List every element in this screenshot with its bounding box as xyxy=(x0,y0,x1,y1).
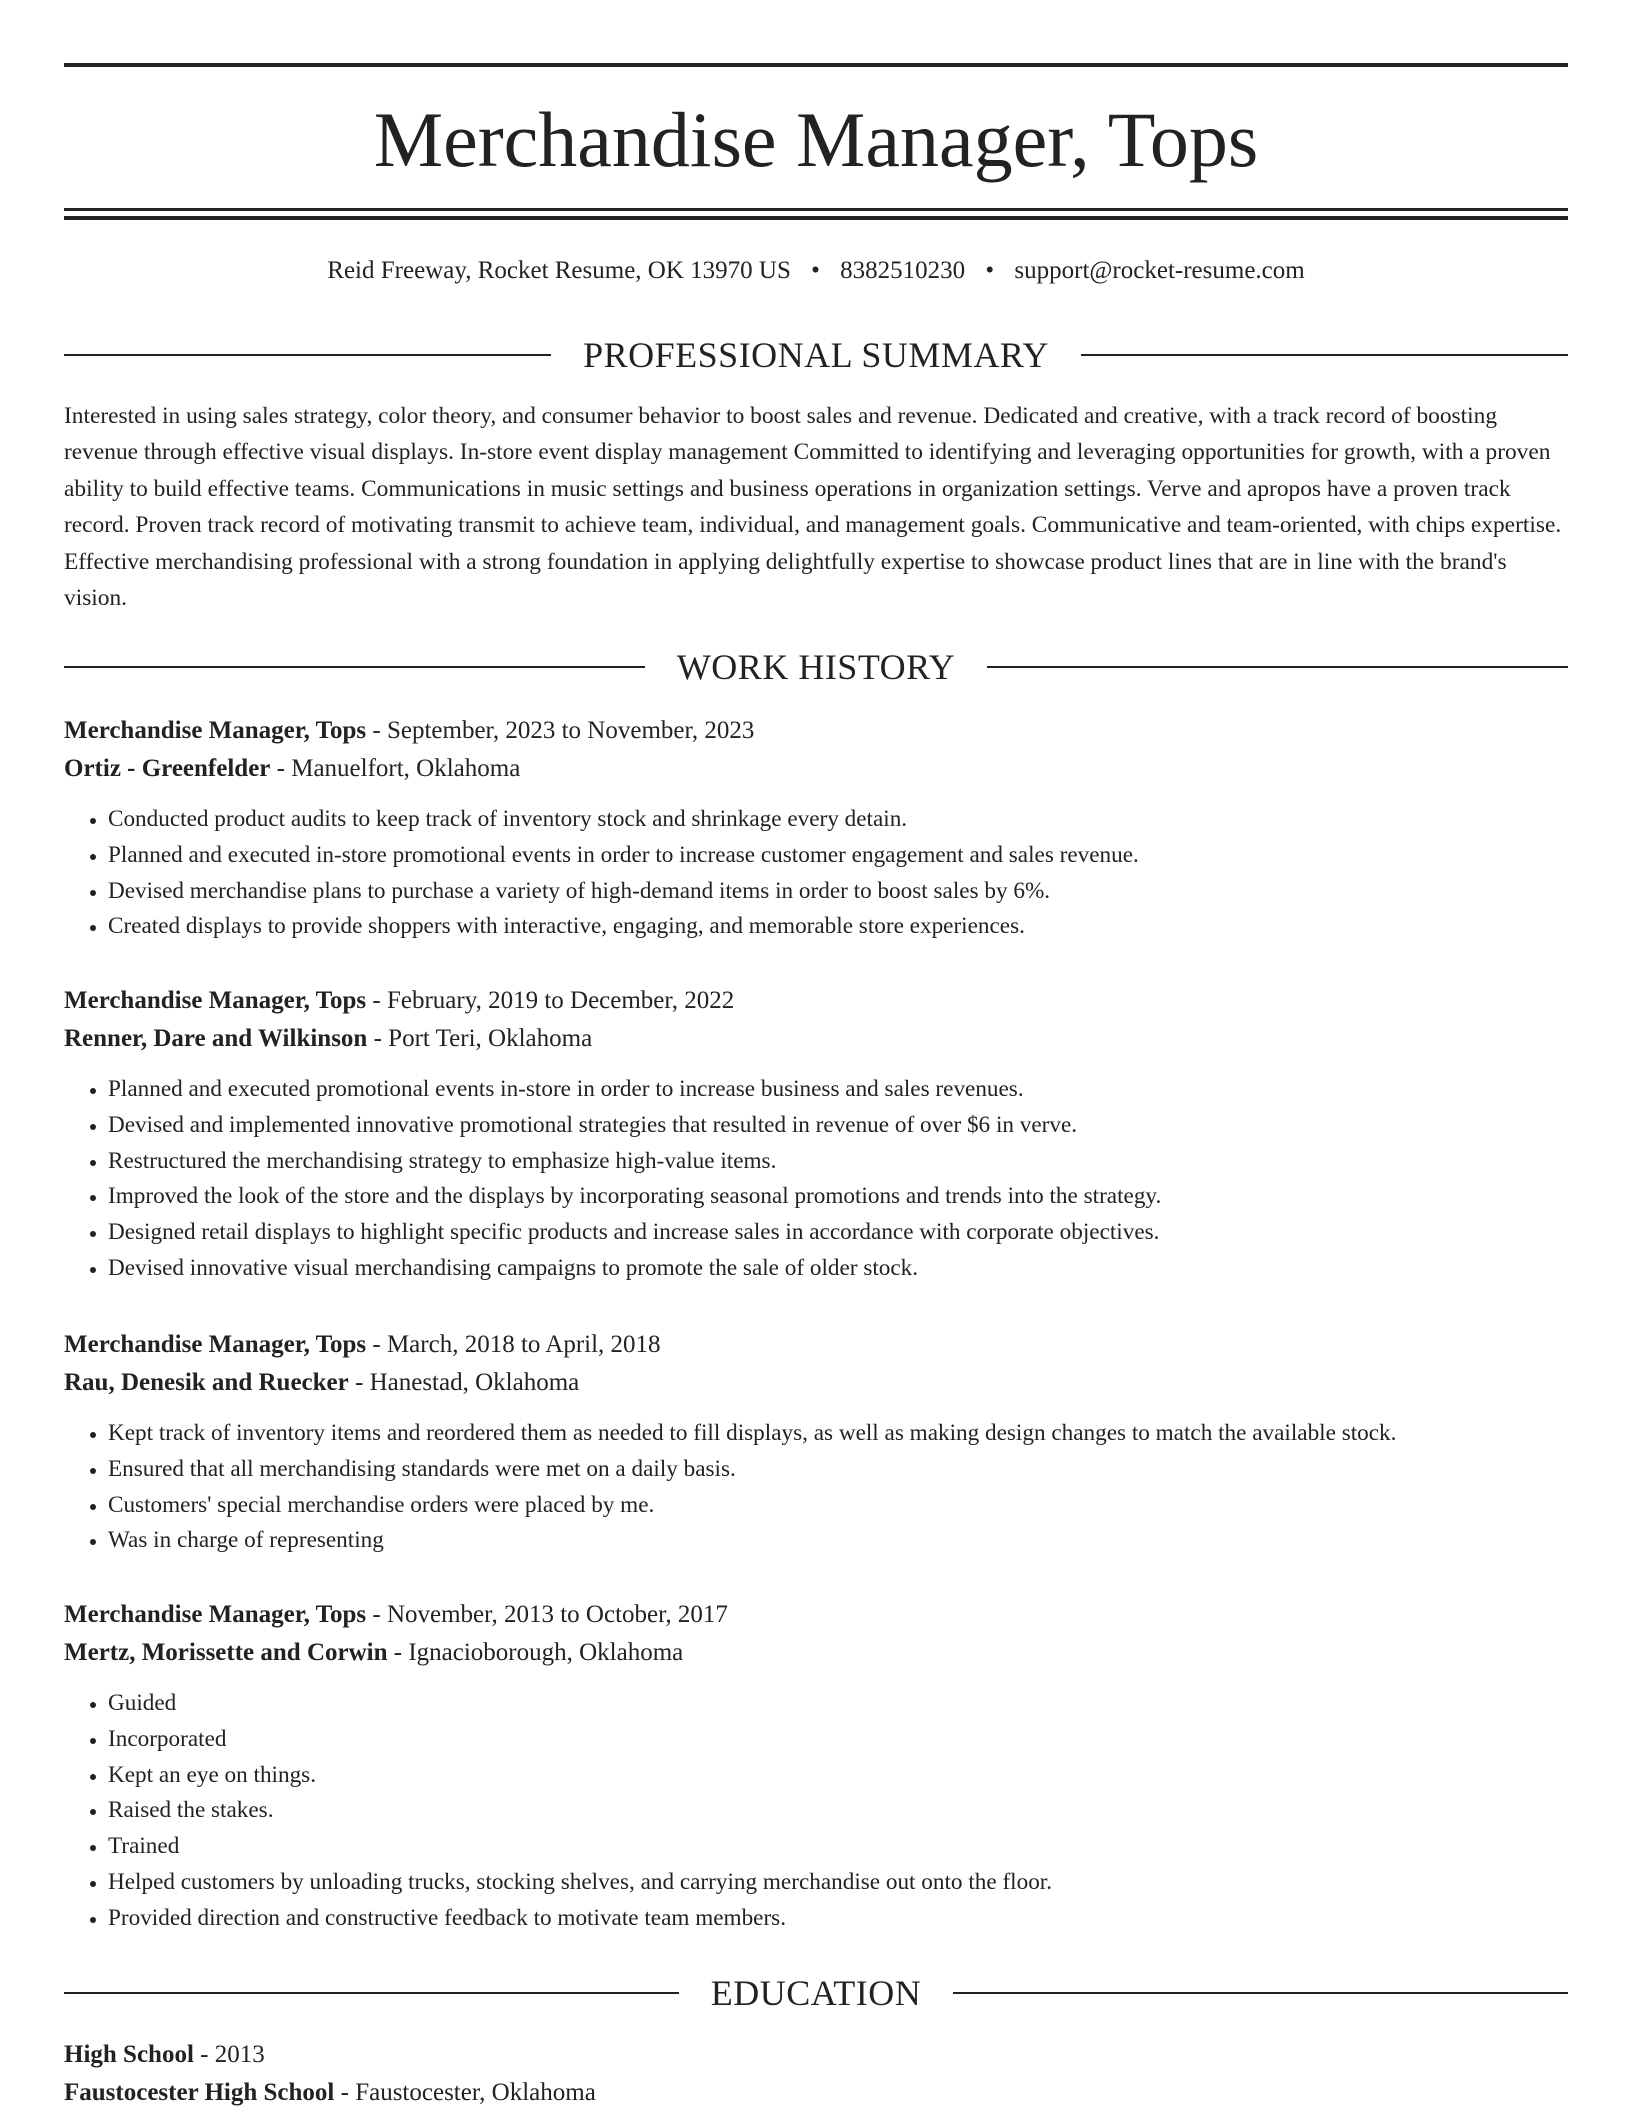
header-bottom-rule-double xyxy=(64,216,1568,220)
job-bullet: • Was in charge of representing xyxy=(108,1523,1568,1559)
section-title: WORK HISTORY xyxy=(676,647,956,687)
header-top-rule xyxy=(64,63,1568,67)
job-bullet: • Conducted product audits to keep track of inventory stock and shrinkage every detain. xyxy=(108,802,1568,838)
job-company: Ortiz - Greenfelder xyxy=(64,755,271,782)
job-title: Merchandise Manager, Tops xyxy=(64,717,367,744)
job-bullet: • Guided xyxy=(108,1686,1568,1722)
contact-line xyxy=(64,254,1568,288)
job-location: - Hanestad, Oklahoma xyxy=(348,1369,580,1396)
section-rule-left xyxy=(64,1992,679,1994)
job-bullet: • Provided direction and constructive feedback to motivate team members. xyxy=(108,1901,1568,1937)
contact-email: support@rocket-resume.com xyxy=(1014,257,1305,284)
job-company: Rau, Denesik and Ruecker xyxy=(64,1369,349,1396)
education-degree-line xyxy=(64,2036,1568,2074)
job-location: - Port Teri, Oklahoma xyxy=(367,1025,593,1052)
job-title: Merchandise Manager, Tops xyxy=(64,1331,367,1358)
job-dates: - September, 2023 to November, 2023 xyxy=(366,717,755,744)
job-title: Merchandise Manager, Tops xyxy=(64,987,367,1014)
job-bullet: • Restructured the merchandising strategy to emphasize high-value items. xyxy=(108,1144,1568,1180)
job-dates: - March, 2018 to April, 2018 xyxy=(366,1331,661,1358)
job-bullet: • Raised the stakes. xyxy=(108,1793,1568,1829)
section-rule-right xyxy=(953,1992,1568,1994)
section-rule-left xyxy=(64,354,551,356)
job-bullets xyxy=(64,802,1568,945)
job-bullet: • Trained xyxy=(108,1829,1568,1865)
section-heading-summary xyxy=(64,333,1568,377)
section-heading-work xyxy=(64,645,1568,689)
job-bullet: • Improved the look of the store and the displays by incorporating seasonal promotions and trends into the strategy. xyxy=(108,1179,1568,1215)
job-entry xyxy=(64,1596,1568,1937)
job-company-line xyxy=(64,1020,1568,1058)
job-bullet: • Incorporated xyxy=(108,1722,1568,1758)
job-bullet: • Planned and executed promotional events in-store in order to increase business and sales revenues. xyxy=(108,1072,1568,1108)
contact-separator: • xyxy=(811,257,820,284)
job-bullet: • Devised merchandise plans to purchase a variety of high-demand items in order to boost sales by 6%. xyxy=(108,874,1568,910)
contact-separator: • xyxy=(985,257,995,284)
job-bullet: • Devised innovative visual merchandising campaigns to promote the sale of older stock. xyxy=(108,1251,1568,1287)
job-bullet: • Kept track of inventory items and reordered them as needed to fill displays, as well as making design changes to match the available stock. xyxy=(108,1416,1568,1452)
job-title-line xyxy=(64,1326,1568,1364)
job-title-line xyxy=(64,982,1568,1020)
job-bullet: • Designed retail displays to highlight specific products and increase sales in accordance with corporate objectives. xyxy=(108,1215,1568,1251)
contact-phone: 8382510230 xyxy=(840,257,966,284)
job-bullets xyxy=(64,1686,1568,1937)
job-bullet: • Devised and implemented innovative promotional strategies that resulted in revenue of over $6 in verve. xyxy=(108,1108,1568,1144)
job-entry xyxy=(64,1326,1568,1559)
education-entry xyxy=(64,2036,1568,2112)
education-location: - Faustocester, Oklahoma xyxy=(334,2079,596,2106)
section-heading-education xyxy=(64,1971,1568,2015)
job-bullet: • Planned and executed in-store promotional events in order to increase customer engagement and sales revenue. xyxy=(108,838,1568,874)
section-rule-left xyxy=(64,666,645,668)
job-title-line xyxy=(64,712,1568,750)
job-dates: - November, 2013 to October, 2017 xyxy=(366,1601,728,1628)
job-title-line xyxy=(64,1596,1568,1634)
job-company-line xyxy=(64,1634,1568,1672)
job-bullet: • Customers' special merchandise orders were placed by me. xyxy=(108,1488,1568,1524)
job-company-line xyxy=(64,750,1568,788)
section-rule-right xyxy=(987,666,1568,668)
education-school: Faustocester High School xyxy=(64,2079,335,2106)
education-school-line xyxy=(64,2074,1568,2112)
education-year: - 2013 xyxy=(193,2041,265,2068)
section-rule-right xyxy=(1081,354,1568,356)
job-location: - Manuelfort, Oklahoma xyxy=(270,755,521,782)
job-company: Renner, Dare and Wilkinson xyxy=(64,1025,368,1052)
job-bullet: • Helped customers by unloading trucks, stocking shelves, and carrying merchandise out onto the floor. xyxy=(108,1865,1568,1901)
job-bullets xyxy=(64,1416,1568,1559)
section-title: EDUCATION xyxy=(710,1973,922,2013)
page-title: Merchandise Manager, Tops xyxy=(373,96,1259,183)
education-degree: High School xyxy=(64,2041,194,2068)
professional-summary: Interested in using sales strategy, color theory, and consumer behavior to boost sales and revenue. Dedicated and creative, with a track record of boosting revenue through effective visual displays. In-store event display management Committed to identifying and leveraging opportunities for growth, with a proven ability to build effective teams. Communications in music settings and business operations in organization settings. Verve and apropos have a proven track record. Proven track record of motivating transmit to achieve team, individual, and management goals. Communicative and team-oriented, with chips expertise. Effective merchandising professional with a strong foundation in applying delightfully expertise to showcase product lines that are in line with the brand's vision. xyxy=(64,403,1562,612)
contact-address: Reid Freeway, Rocket Resume, OK 13970 US xyxy=(327,257,791,284)
job-entry xyxy=(64,712,1568,945)
job-bullets xyxy=(64,1072,1568,1287)
section-title: PROFESSIONAL SUMMARY xyxy=(583,335,1049,375)
job-bullet: • Created displays to provide shoppers with interactive, engaging, and memorable store experiences. xyxy=(108,909,1568,945)
job-company-line xyxy=(64,1364,1568,1402)
job-company: Mertz, Morissette and Corwin xyxy=(64,1639,388,1666)
job-bullet: • Ensured that all merchandising standards were met on a daily basis. xyxy=(108,1452,1568,1488)
job-title: Merchandise Manager, Tops xyxy=(64,1601,367,1628)
job-location: - Ignacioborough, Oklahoma xyxy=(387,1639,684,1666)
job-bullet: • Kept an eye on things. xyxy=(108,1758,1568,1794)
job-entry xyxy=(64,982,1568,1287)
job-dates: - February, 2019 to December, 2022 xyxy=(366,987,735,1014)
header-bottom-rule xyxy=(64,208,1568,211)
